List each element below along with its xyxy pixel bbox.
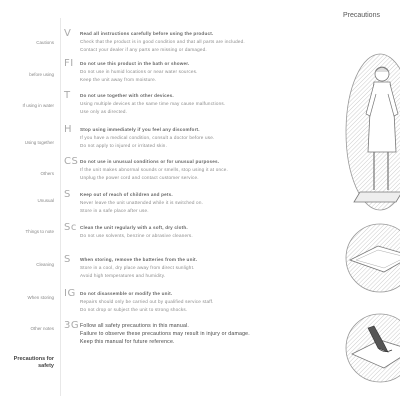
item-line: Unplug the power cord and contact customer service. bbox=[80, 175, 199, 180]
left-label: Other notes bbox=[30, 326, 54, 331]
item-code: 3G bbox=[64, 320, 80, 331]
left-column bbox=[0, 0, 56, 400]
item-line: Do not use together with other devices. bbox=[80, 93, 174, 98]
left-label: Cautions bbox=[36, 40, 54, 45]
item-code: T bbox=[64, 90, 71, 101]
item-line: Do not use solvents, benzine or abrasive cleaners. bbox=[80, 233, 193, 238]
item-code: S bbox=[64, 189, 71, 200]
item-line: Store in a safe place after use. bbox=[80, 208, 149, 213]
item-code: Sc bbox=[64, 222, 77, 233]
item-line: Contact your dealer if any parts are missing or damaged. bbox=[80, 47, 207, 52]
item-line: Clean the unit regularly with a soft, dry cloth. bbox=[80, 225, 188, 230]
item-code: S bbox=[64, 254, 71, 265]
item-code: V bbox=[64, 28, 72, 39]
hand-on-pad-illustration bbox=[344, 308, 400, 388]
item-line: If the unit makes abnormal sounds or smells, stop using it at once. bbox=[80, 167, 228, 172]
flat-pad-icon bbox=[344, 222, 400, 294]
item-line: Do not disassemble or modify the unit. bbox=[80, 291, 173, 296]
item-line: Never leave the unit unattended while it is switched on. bbox=[80, 200, 204, 205]
left-label: Cleaning bbox=[36, 262, 54, 267]
item-line: Keep this manual for future reference. bbox=[80, 339, 175, 345]
left-label: Others bbox=[40, 171, 54, 176]
left-label: Things to note bbox=[25, 229, 54, 234]
item-line: Do not apply to injured or irritated skin. bbox=[80, 143, 168, 148]
standing-person-illustration bbox=[344, 52, 400, 212]
standing-person-icon bbox=[344, 52, 400, 212]
item-line: Repairs should only be carried out by qualified service staff. bbox=[80, 299, 214, 304]
item-line: Do not drop or subject the unit to strong shocks. bbox=[80, 307, 188, 312]
item-line: Read all instructions carefully before using the product. bbox=[80, 31, 214, 36]
item-line: Do not use in unusual conditions or for unusual purposes. bbox=[80, 159, 220, 164]
item-line: Using multiple devices at the same time may cause malfunctions. bbox=[80, 101, 226, 106]
left-label: before using bbox=[29, 72, 54, 77]
item-line: If you have a medical condition, consult a doctor before use. bbox=[80, 135, 215, 140]
left-label: If using in water bbox=[22, 103, 54, 108]
left-label: When storing bbox=[27, 295, 54, 300]
item-code: H bbox=[64, 124, 73, 135]
item-line: Check that the product is in good condition and that all parts are included. bbox=[80, 39, 245, 44]
item-line: Stop using immediately if you feel any discomfort. bbox=[80, 127, 200, 132]
item-code: IG bbox=[64, 288, 76, 299]
item-code: FI bbox=[64, 58, 74, 69]
left-label: Unusual bbox=[37, 198, 54, 203]
item-line: Avoid high temperatures and humidity. bbox=[80, 273, 166, 278]
section-title: Precautions bbox=[343, 12, 380, 19]
left-label: Using together bbox=[24, 140, 54, 145]
column-divider bbox=[60, 18, 61, 396]
hand-on-pad-icon bbox=[344, 308, 400, 388]
item-line: Do not use this product in the bath or shower. bbox=[80, 61, 190, 66]
item-code: CS bbox=[64, 156, 79, 167]
item-line: Use only as directed. bbox=[80, 109, 128, 114]
item-line: Failure to observe these precautions may result in injury or damage. bbox=[80, 331, 250, 337]
item-line: Store in a cool, dry place away from direct sunlight. bbox=[80, 265, 195, 270]
item-line: Do not use in humid locations or near water sources. bbox=[80, 69, 198, 74]
item-line: Keep out of reach of children and pets. bbox=[80, 192, 173, 197]
left-label-bold: Precautions for safety bbox=[13, 356, 54, 369]
flat-pad-illustration bbox=[344, 222, 400, 294]
item-line: Follow all safety precautions in this manual. bbox=[80, 323, 190, 329]
item-line: Keep the unit away from moisture. bbox=[80, 77, 157, 82]
item-line: When storing, remove the batteries from the unit. bbox=[80, 257, 198, 262]
